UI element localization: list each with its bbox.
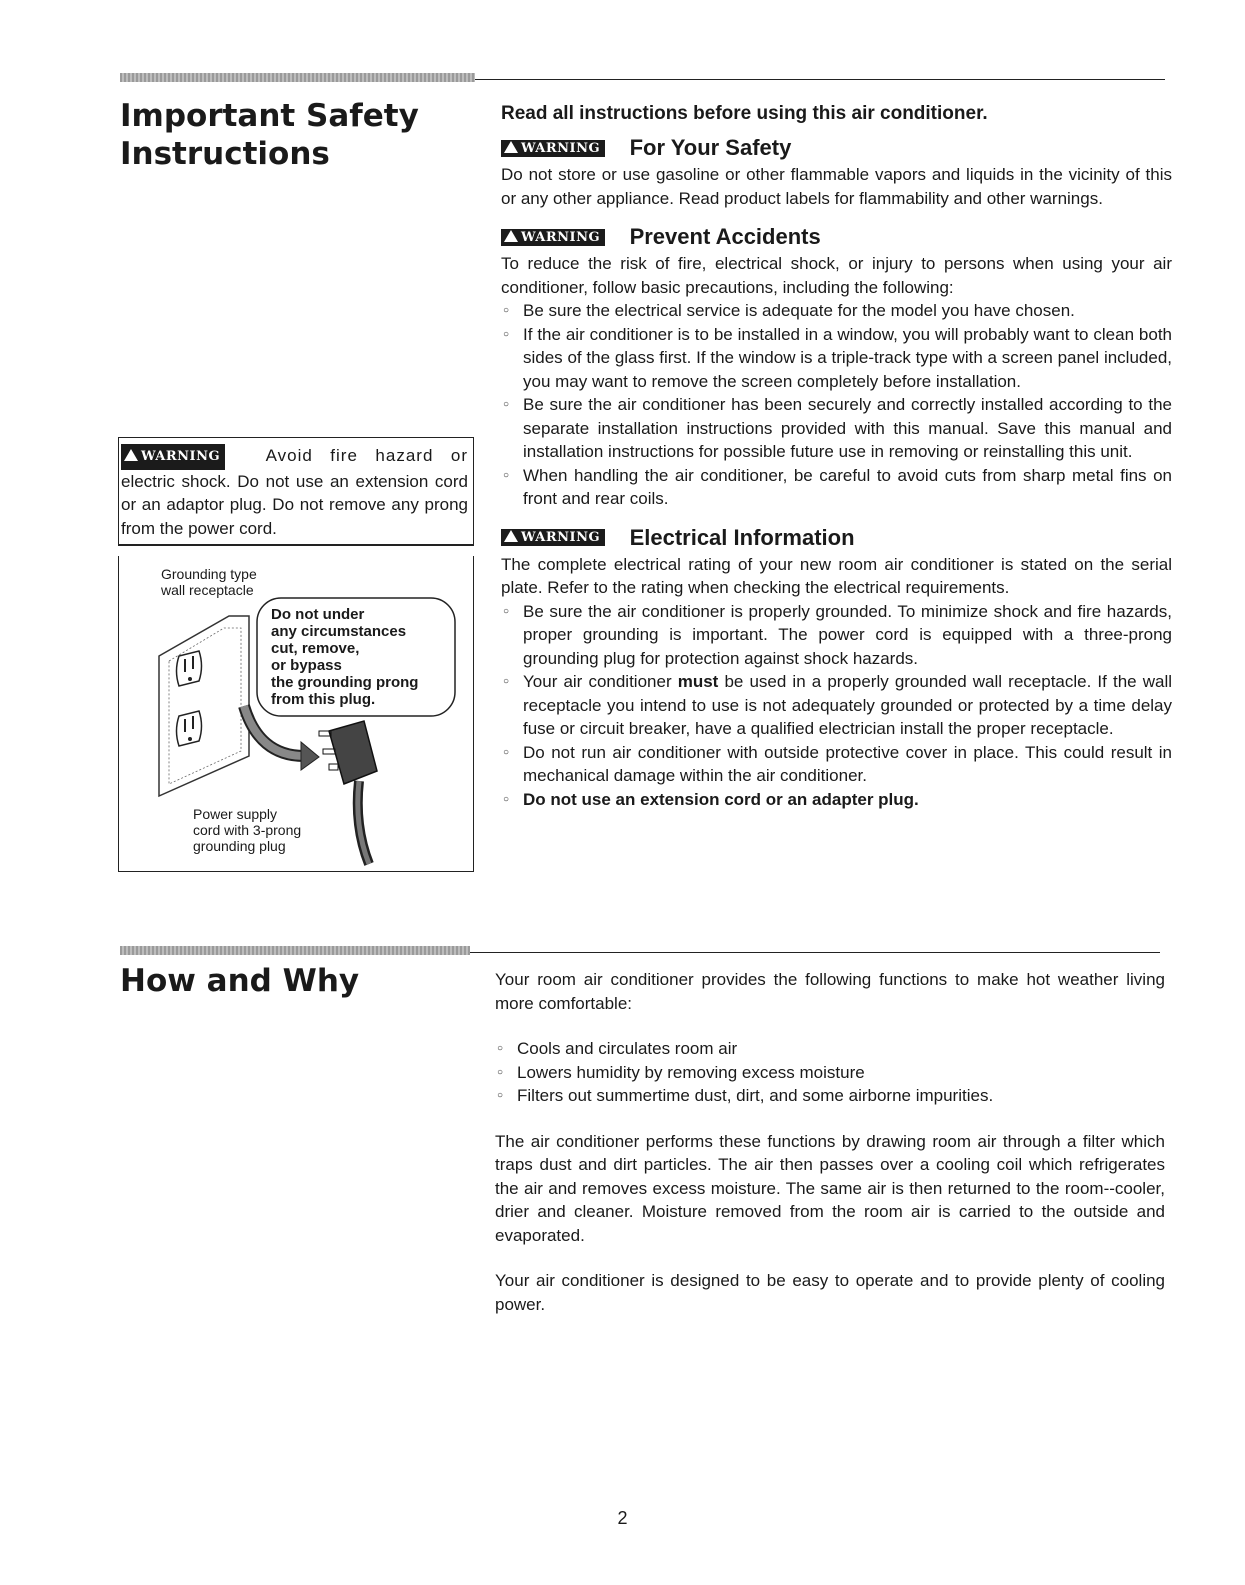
how-why-paragraph-2: The air conditioner performs these functions by drawing room air through a filter which traps dust and dirt particles. The air then passes over a cooling coil which refrigerates the air and removes excess moisture. The same air is then returned to the room--cooler, drier and cleaner. Moisture removed from the room air is carried to the outside and evaporated. <box>495 1131 1165 1245</box>
list-item: ○ Do not run air conditioner with outside protective cover in place. This could result in mechanical damage within the air conditioner. <box>501 741 1172 788</box>
warning-triangle-icon <box>124 449 138 461</box>
section-rule-thick <box>120 73 475 82</box>
electrical-info-header <box>501 525 1172 551</box>
receptacle-label: Grounding type wall receptacle <box>161 566 257 598</box>
how-why-content <box>495 968 1165 1316</box>
list-item: ○ Lowers humidity by removing excess moisture <box>495 1061 1165 1085</box>
safety-intro: Read all instructions before using this air conditioner. <box>501 103 988 124</box>
list-item: ○ Your air conditioner must be used in a properly grounded wall receptacle. If the wall receptacle you intend to use is not adequately grounded or protected by a time delay fuse or circuit breaker, have a qualified electrician install the proper receptacle. <box>501 670 1172 741</box>
warning-badge: WARNING <box>121 444 225 470</box>
list-item: ○ Cools and circulates room air <box>495 1037 1165 1061</box>
list-item: ○ Do not use an extension cord or an adapter plug. <box>501 788 1172 812</box>
warning-badge: WARNING <box>501 229 605 246</box>
sidebar-warning-box <box>118 437 474 546</box>
how-why-intro: Your room air conditioner provides the following functions to make hot weather living more comfortable: <box>495 970 1165 1013</box>
callout-text: Do not under any circumstances cut, remove, or bypass the grounding prong from this plug. <box>271 606 419 708</box>
safety-title <box>120 97 460 173</box>
list-item: ○ Be sure the air conditioner is properly grounded. To minimize shock and fire hazards, proper grounding is important. The power cord is equipped with a three-prong grounding plug for protection against shock hazards. <box>501 600 1172 671</box>
warning-badge: WARNING <box>501 140 605 157</box>
list-item: ○ Be sure the air conditioner has been securely and correctly installed according to the separate installation instructions provided with this manual. Save this manual and installation instructions for possible future use in removing or reinstalling this unit. <box>501 393 1172 464</box>
prevent-accidents-heading: Prevent Accidents <box>629 224 821 249</box>
electrical-info-heading: Electrical Information <box>629 524 855 550</box>
sidebar-warning-text-b: electric shock. Do not use an extension cord or an adaptor plug. Do not remove any prong from the power cord. <box>121 471 468 538</box>
warning-triangle-icon <box>504 141 518 153</box>
section-rule-thin <box>475 79 1165 80</box>
prevent-accidents-text: To reduce the risk of fire, electrical shock, or injury to persons when using your air conditioner, follow basic precautions, including the following: <box>501 254 1172 297</box>
warning-badge: WARNING <box>501 529 605 546</box>
section-rule-thick <box>120 946 470 955</box>
for-your-safety-text: Do not store or use gasoline or other flammable vapors and liquids in the vicinity of this or any other appliance. Read product labels for flammability and other warnings. <box>501 165 1172 208</box>
prevent-accidents-header <box>501 224 1172 250</box>
page-number: 2 <box>617 1508 628 1528</box>
for-your-safety-header <box>501 135 1172 161</box>
warning-triangle-icon <box>504 530 518 542</box>
section-rule-thin <box>470 952 1160 953</box>
safety-content <box>501 103 1172 811</box>
list-item: ○ When handling the air conditioner, be careful to avoid cuts from sharp metal fins on front and rear coils. <box>501 464 1172 511</box>
sidebar-warning-text-a: Avoid fire hazard or <box>265 446 468 466</box>
electrical-info-list <box>501 600 1172 812</box>
power-cord-label: Power supply cord with 3-prong grounding plug <box>193 806 302 854</box>
how-why-list <box>495 1037 1165 1108</box>
how-why-paragraph-3: Your air conditioner is designed to be easy to operate and to provide plenty of cooling power. <box>495 1271 1165 1314</box>
safety-title-line2: Instructions <box>120 136 330 172</box>
grounding-figure <box>118 556 474 872</box>
list-item: ○ Filters out summertime dust, dirt, and some airborne impurities. <box>495 1084 1165 1108</box>
warning-triangle-icon <box>504 230 518 242</box>
electrical-info-text: The complete electrical rating of your new room air conditioner is stated on the serial plate. Refer to the rating when checking the electrical requirements. <box>501 554 1172 597</box>
list-item: ○ Be sure the electrical service is adequate for the model you have chosen. <box>501 299 1172 323</box>
how-why-title: How and Why <box>120 963 360 999</box>
prevent-accidents-list <box>501 299 1172 511</box>
for-your-safety-heading: For Your Safety <box>629 135 792 160</box>
safety-title-line1: Important Safety <box>120 98 419 134</box>
list-item: ○ If the air conditioner is to be installed in a window, you will probably want to clean both sides of the glass first. If the window is a triple-track type with a screen panel included, you may want to remove the screen completely before installation. <box>501 323 1172 394</box>
